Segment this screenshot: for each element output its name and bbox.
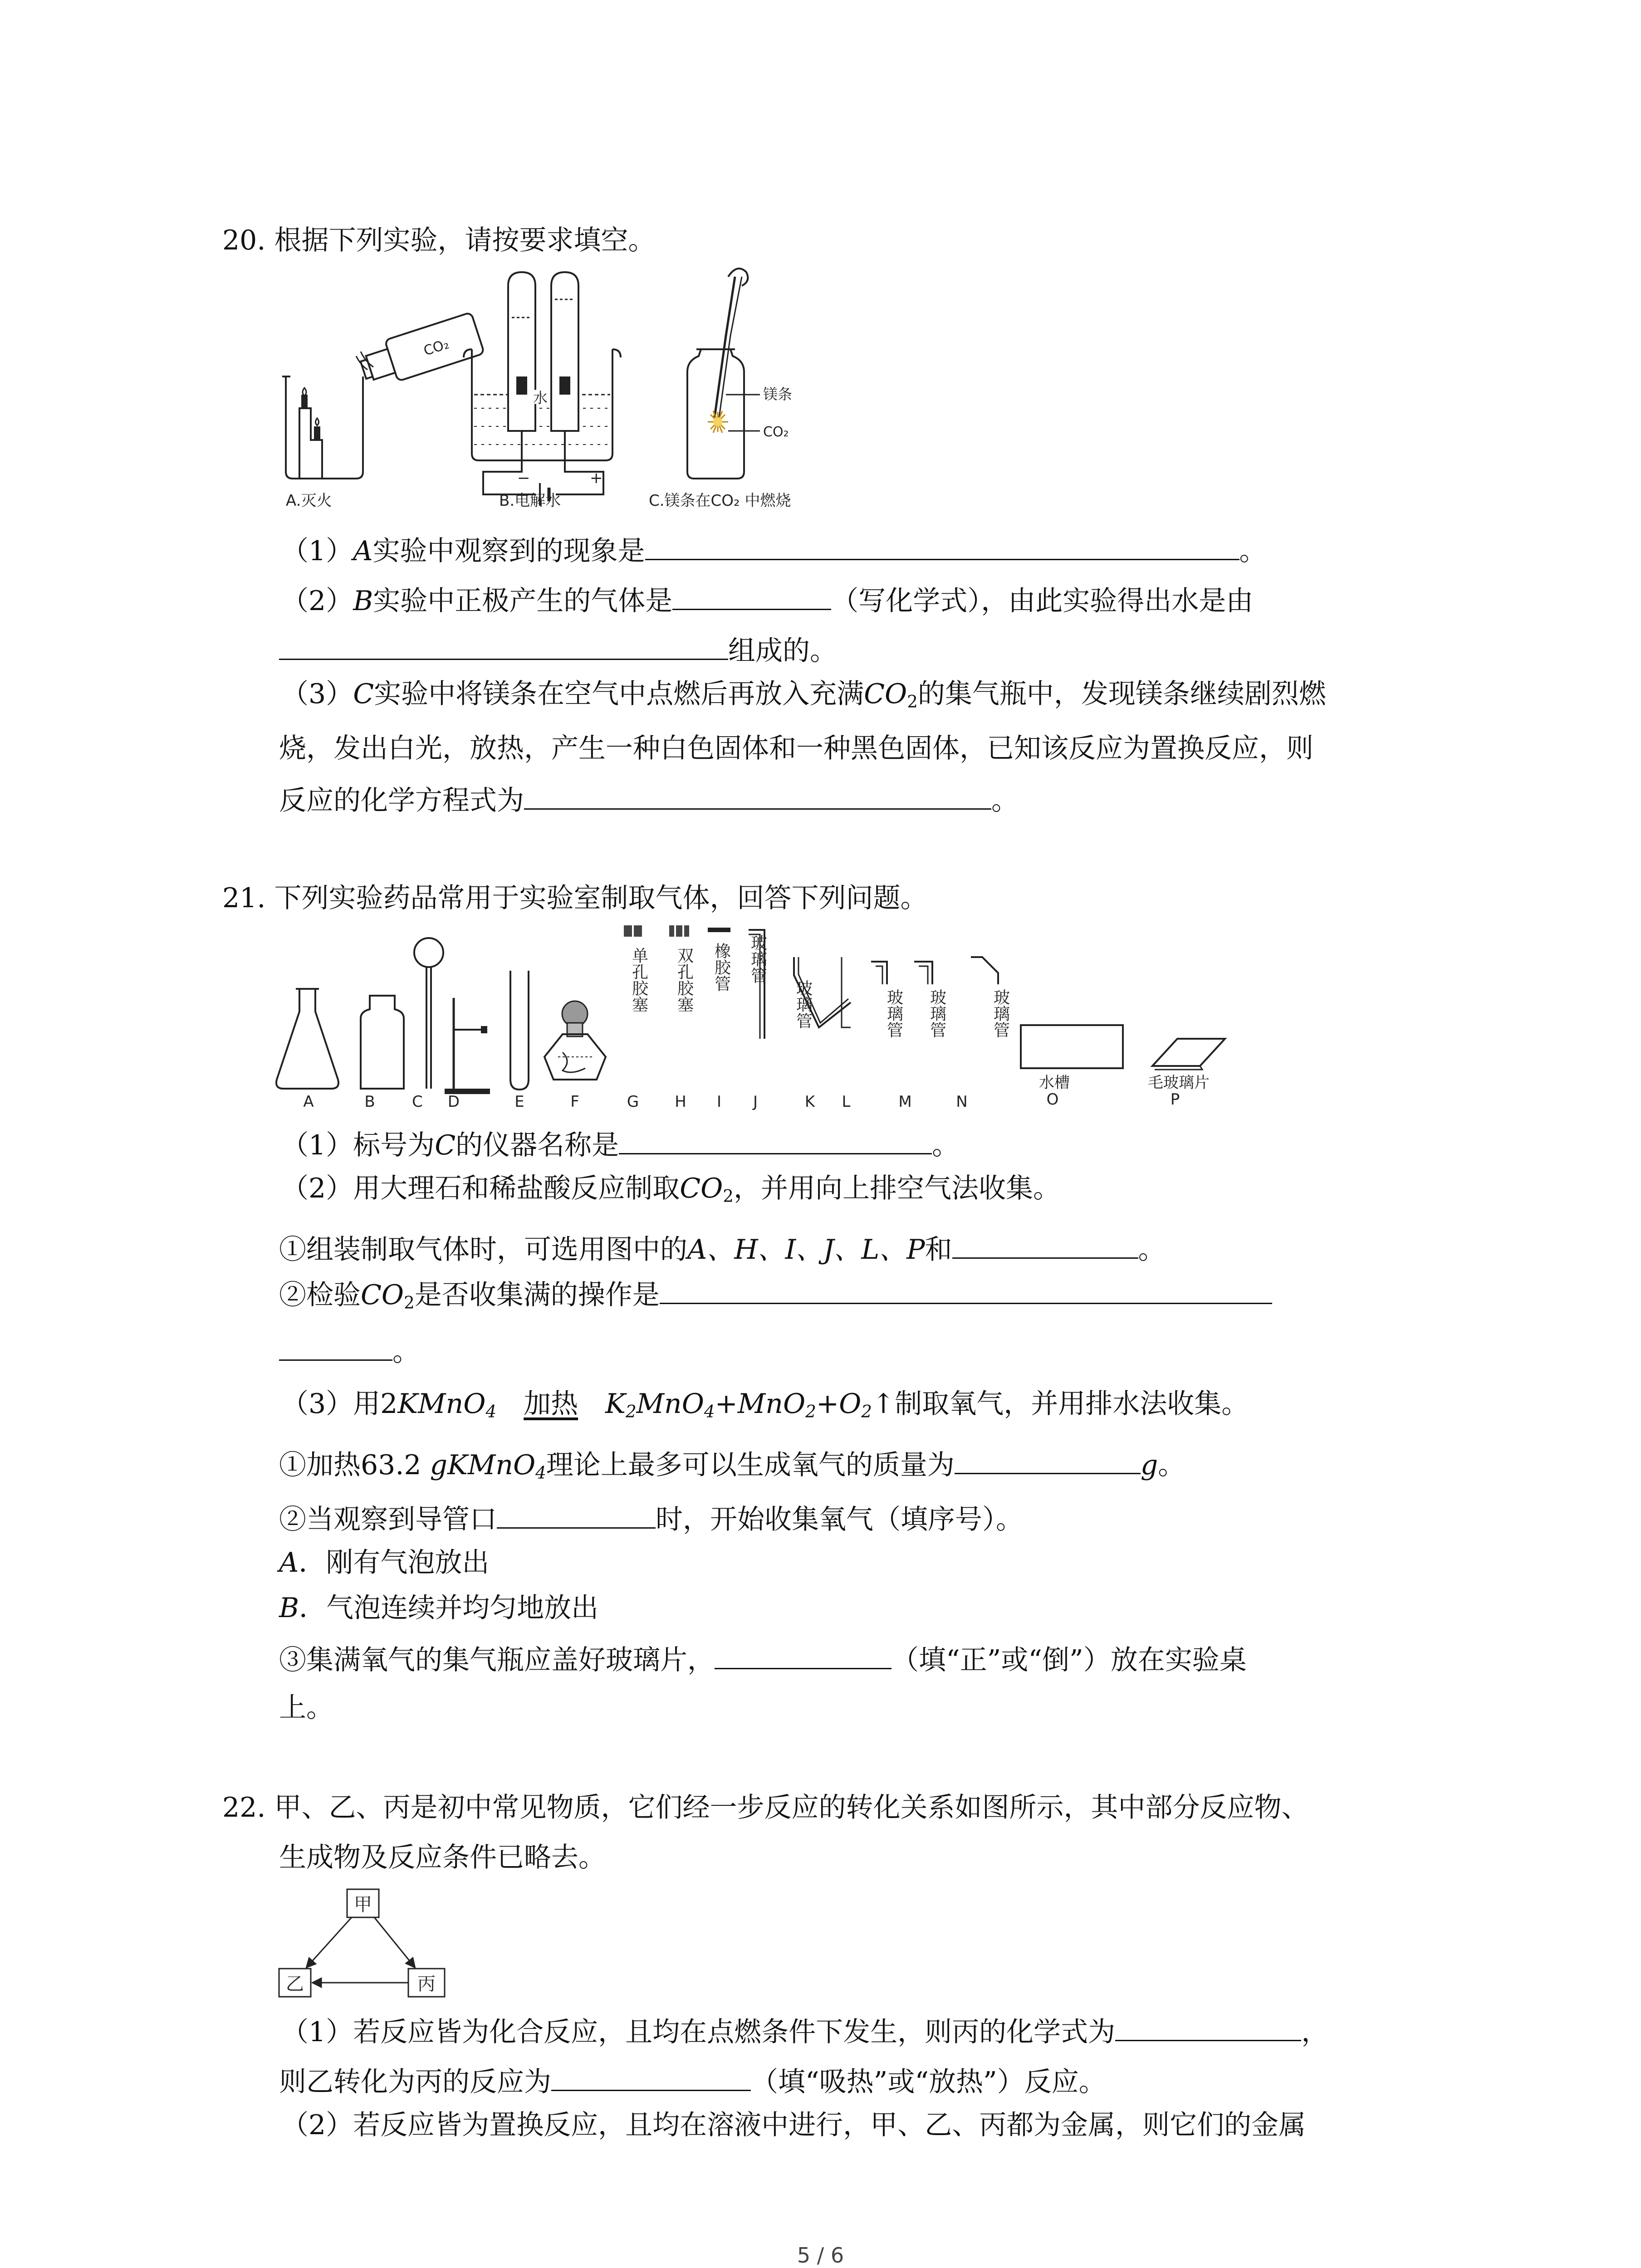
q21-p3-heat: 加热 bbox=[524, 1388, 578, 1420]
q20-p3-letter: C bbox=[353, 678, 374, 710]
q22-p1-heat-blank[interactable] bbox=[551, 2062, 751, 2091]
instrument-letter-a: A bbox=[303, 1093, 314, 1111]
q21-t3-text2: （填“正”或“倒”）放在实验桌 bbox=[892, 1644, 1247, 1676]
q21-p3-sub2c: 2 bbox=[861, 1401, 872, 1422]
arrow-jia-to-yi bbox=[306, 1917, 352, 1968]
q21-s2-sub: 2 bbox=[404, 1292, 415, 1313]
q21-p3-sub4b: 4 bbox=[704, 1401, 715, 1422]
q21-p3-text: （3）用2 bbox=[281, 1388, 398, 1420]
q20-p2-text: 实验中正极产生的气体是 bbox=[373, 585, 673, 617]
q21-s1-and: 和 bbox=[925, 1234, 952, 1266]
q20-p2-text2: （写化学式），由此实验得出水是由 bbox=[831, 585, 1254, 617]
q20-part2 bbox=[281, 581, 1253, 619]
q21-p2-text2: ，并用向上排空气法收集。 bbox=[733, 1173, 1060, 1204]
q21-option-b bbox=[279, 1590, 598, 1626]
q21-part3-sub2 bbox=[279, 1499, 1023, 1538]
q20-p3-text4: 反应的化学方程式为 bbox=[279, 785, 524, 816]
q21-p3-plus2: + bbox=[816, 1388, 839, 1420]
negative-pole-label: − bbox=[517, 469, 530, 487]
label-glass-tube-k: 玻璃管 bbox=[794, 980, 813, 1029]
q22-stem2: 生成物及反应条件已略去。 bbox=[279, 1842, 606, 1873]
label-jia: 甲 bbox=[354, 1894, 372, 1915]
q20-part1 bbox=[281, 531, 1267, 569]
arrow-jia-to-bing bbox=[374, 1917, 415, 1968]
q21-s1-end: 。 bbox=[1138, 1234, 1166, 1266]
q21-p1-text: （1）标号为 bbox=[281, 1129, 435, 1161]
label-glass-tube-m: 玻璃管 bbox=[927, 989, 946, 1038]
q21-part3-sub1 bbox=[279, 1445, 1185, 1483]
q22-stem1: 22. 甲、乙、丙是初中常见物质，它们经一步反应的转化关系如图所示，其中部分反应物、 bbox=[222, 1792, 1309, 1823]
q22-p1-text2: 则乙转化为丙的反应为 bbox=[279, 2066, 551, 2098]
label-bing: 丙 bbox=[417, 1974, 436, 1994]
q21-p3-plus1: + bbox=[715, 1388, 738, 1420]
label-glass-tube-j: 玻璃管 bbox=[748, 934, 767, 983]
q20-p1-text: 实验中观察到的现象是 bbox=[372, 535, 645, 567]
q20-p3-co: CO bbox=[864, 678, 907, 710]
q21-option-b-letter: B bbox=[279, 1592, 299, 1624]
q21-t1-mass-blank[interactable] bbox=[955, 1445, 1141, 1474]
q21-s1-blank[interactable] bbox=[952, 1229, 1138, 1259]
q22-part2 bbox=[281, 2107, 1306, 2143]
q20-stem bbox=[222, 222, 656, 259]
q20-p2-text3: 组成的。 bbox=[728, 635, 837, 667]
q21-t1-text: ①加热63.2 bbox=[279, 1449, 430, 1481]
q20-p3-num: （3） bbox=[281, 678, 353, 710]
q22-part1-line2 bbox=[279, 2062, 1106, 2100]
q20-p2-composition-blank[interactable] bbox=[279, 631, 728, 660]
q21-p3-sub2b: 2 bbox=[805, 1401, 816, 1422]
q22-p1-text3: （填“吸热”或“放热”）反应。 bbox=[751, 2066, 1106, 2098]
label-glass-tube-n: 玻璃管 bbox=[991, 989, 1010, 1038]
caption-b: B.电解水 bbox=[499, 492, 561, 510]
q21-p3-text2: 制取氧气，并用排水法收集。 bbox=[895, 1388, 1249, 1420]
q20-p1-answer-blank[interactable] bbox=[645, 531, 1239, 560]
q22-stem-line2 bbox=[279, 1839, 606, 1876]
q21-t3-blank[interactable] bbox=[715, 1640, 892, 1669]
q21-part3-sub3 bbox=[279, 1640, 1247, 1678]
q21-part2 bbox=[281, 1170, 1060, 1207]
page-number: 5 / 6 bbox=[797, 2243, 844, 2268]
q20-stem-text: 20. 根据下列实验，请按要求填空。 bbox=[222, 225, 656, 256]
q21-p3-o: O bbox=[839, 1388, 862, 1420]
q21-part3-sub3-cont bbox=[279, 1690, 333, 1726]
q21-p1-text2: 的仪器名称是 bbox=[456, 1129, 619, 1161]
instrument-letter-m: M bbox=[898, 1093, 912, 1111]
q20-p1-letter: A bbox=[353, 535, 373, 567]
q21-s2-blank[interactable] bbox=[660, 1275, 1272, 1304]
q21-s2-text2: 是否收集满的操作是 bbox=[414, 1279, 660, 1311]
q20-p3-sub: 2 bbox=[907, 691, 918, 712]
q21-p3-kmno: KMnO bbox=[397, 1388, 486, 1420]
q21-t1-text2: 理论上最多可以生成氧气的质量为 bbox=[546, 1449, 955, 1481]
instrument-letter-d: D bbox=[447, 1093, 460, 1111]
q21-option-a-text: ．刚有气泡放出 bbox=[299, 1547, 490, 1579]
q22-p1-formula-blank[interactable] bbox=[1115, 2012, 1301, 2041]
q20-part3 bbox=[281, 676, 1326, 712]
q21-t1-unit: g bbox=[1140, 1449, 1158, 1481]
q21-t2-text2: 时，开始收集氧气（填序号）。 bbox=[656, 1504, 1023, 1535]
q21-stem-text: 21. 下列实验药品常用于实验室制取气体，回答下列问题。 bbox=[222, 882, 928, 914]
label-double-stopper: 双孔胶塞 bbox=[675, 947, 694, 1012]
q21-p3-mno: MnO bbox=[636, 1388, 704, 1420]
instrument-letter-k: K bbox=[804, 1093, 815, 1111]
q21-p3-sub2: 2 bbox=[625, 1401, 637, 1422]
label-single-stopper: 单孔胶塞 bbox=[629, 947, 648, 1012]
q20-p1-num: （1） bbox=[281, 535, 353, 567]
co2-bottle-label: CO₂ bbox=[421, 336, 451, 359]
label-water-trough: 水槽 bbox=[1039, 1074, 1070, 1092]
instrument-letter-i: I bbox=[716, 1093, 722, 1111]
instrument-letter-f: F bbox=[570, 1093, 579, 1111]
water-label: 水 bbox=[533, 389, 548, 406]
q22-p1-end: ， bbox=[1301, 2016, 1329, 2048]
q21-s2-end: 。 bbox=[392, 1336, 420, 1368]
q21-t1-sub: 4 bbox=[535, 1462, 546, 1483]
magnesium-strip-label: 镁条 bbox=[763, 386, 793, 403]
q21-p2-text: （2）用大理石和稀盐酸反应制取 bbox=[281, 1173, 680, 1204]
q21-figure bbox=[272, 921, 1361, 1111]
q20-p1-end: 。 bbox=[1239, 535, 1267, 567]
q21-t2-blank[interactable] bbox=[497, 1499, 656, 1529]
q21-p1-letter: C bbox=[435, 1129, 456, 1161]
q21-p3-k: K bbox=[605, 1388, 626, 1420]
q21-p3-arrow: ↑ bbox=[872, 1388, 895, 1420]
positive-pole-label: + bbox=[590, 469, 603, 487]
q20-p3-end: 。 bbox=[991, 785, 1019, 816]
q21-option-b-text: ．气泡连续并均匀地放出 bbox=[299, 1592, 599, 1624]
q21-t3-text3: 上。 bbox=[279, 1692, 333, 1724]
q20-part2-cont bbox=[279, 631, 837, 669]
q20-p2-gas-blank[interactable] bbox=[672, 581, 831, 610]
q21-sub2 bbox=[279, 1275, 1272, 1313]
q20-p2-num: （2） bbox=[281, 585, 353, 617]
q21-t1-end: 。 bbox=[1158, 1449, 1185, 1481]
q20-p3-text2: 的集气瓶中，发现镁条继续剧烈燃 bbox=[917, 678, 1326, 710]
label-rubber-tube: 橡胶管 bbox=[712, 943, 731, 992]
label-yi: 乙 bbox=[286, 1974, 304, 1994]
q21-p3-sub4: 4 bbox=[485, 1401, 497, 1422]
q21-stem bbox=[222, 880, 928, 916]
q21-t3-text: ③集满氧气的集气瓶应盖好玻璃片， bbox=[279, 1644, 715, 1676]
q21-t2-text: ②当观察到导管口 bbox=[279, 1504, 497, 1535]
instrument-letter-e: E bbox=[514, 1093, 524, 1111]
magnesium-burning-apparatus bbox=[687, 269, 792, 479]
instrument-letter-j: J bbox=[753, 1093, 758, 1111]
q22-p1-text: （1）若反应皆为化合反应，且均在点燃条件下发生，则丙的化学式为 bbox=[281, 2016, 1116, 2048]
q20-part3-line2 bbox=[279, 730, 1313, 767]
instrument-letter-g: G bbox=[627, 1093, 639, 1111]
label-frosted-glass: 毛玻璃片 bbox=[1148, 1074, 1210, 1092]
q21-p1-end: 。 bbox=[932, 1129, 960, 1161]
instrument-letter-h: H bbox=[675, 1093, 686, 1111]
caption-a: A.灭火 bbox=[286, 492, 332, 510]
co2-gas-label: CO₂ bbox=[763, 424, 789, 440]
q21-t1-g: gKMnO bbox=[430, 1449, 536, 1481]
instrument-letter-n: N bbox=[956, 1093, 968, 1111]
instrument-letters bbox=[303, 1090, 1180, 1111]
q21-p1-name-blank[interactable] bbox=[619, 1125, 932, 1154]
q21-option-a bbox=[279, 1545, 489, 1581]
q21-sub1 bbox=[279, 1229, 1166, 1268]
q21-s1-text: ①组装制取气体时，可选用图中的 bbox=[279, 1234, 687, 1266]
q21-p2-sub: 2 bbox=[723, 1186, 734, 1206]
fire-extinguish-apparatus bbox=[282, 312, 485, 479]
q22-p2-text: （2）若反应皆为置换反应，且均在溶液中进行，甲、乙、丙都为金属，则它们的金属 bbox=[281, 2109, 1306, 2141]
q21-option-a-letter: A bbox=[279, 1547, 299, 1579]
caption-c: C.镁条在CO₂ 中燃烧 bbox=[649, 492, 791, 510]
electrolysis-apparatus bbox=[464, 272, 621, 506]
q21-s1-letters: A、H、I、J、L、P bbox=[687, 1234, 925, 1266]
label-glass-tube-l: 玻璃管 bbox=[884, 989, 903, 1038]
q21-s2-text: ②检验 bbox=[279, 1279, 361, 1311]
q20-p3-text3: 烧，发出白光，放热，产生一种白色固体和一种黑色固体，已知该反应为置换反应，则 bbox=[279, 733, 1313, 764]
q20-part3-line3 bbox=[279, 780, 1019, 819]
instrument-letter-c: C bbox=[412, 1093, 423, 1111]
q20-p2-letter: B bbox=[353, 585, 373, 617]
instrument-letter-l: L bbox=[842, 1093, 851, 1111]
q22-part1 bbox=[281, 2012, 1328, 2050]
instrument-letter-p: P bbox=[1170, 1090, 1180, 1109]
instrument-letter-b: B bbox=[364, 1093, 375, 1111]
q21-part3 bbox=[281, 1386, 1249, 1422]
q20-p3-text: 实验中将镁条在空气中点燃后再放入充满 bbox=[374, 678, 864, 710]
q21-s2-co: CO bbox=[361, 1279, 404, 1311]
q22-relation-diagram bbox=[272, 1887, 463, 2005]
q20-p3-equation-blank[interactable] bbox=[524, 780, 991, 810]
q21-p2-co: CO bbox=[680, 1173, 723, 1204]
q21-sub2-cont bbox=[279, 1331, 420, 1370]
q21-part1 bbox=[281, 1125, 959, 1163]
q21-s2-blank-cont[interactable] bbox=[279, 1331, 392, 1361]
q21-p3-mno2: MnO bbox=[737, 1388, 806, 1420]
instrument-letter-o: O bbox=[1046, 1090, 1059, 1109]
q22-stem-line1 bbox=[222, 1789, 1309, 1826]
q20-figure bbox=[272, 259, 844, 522]
